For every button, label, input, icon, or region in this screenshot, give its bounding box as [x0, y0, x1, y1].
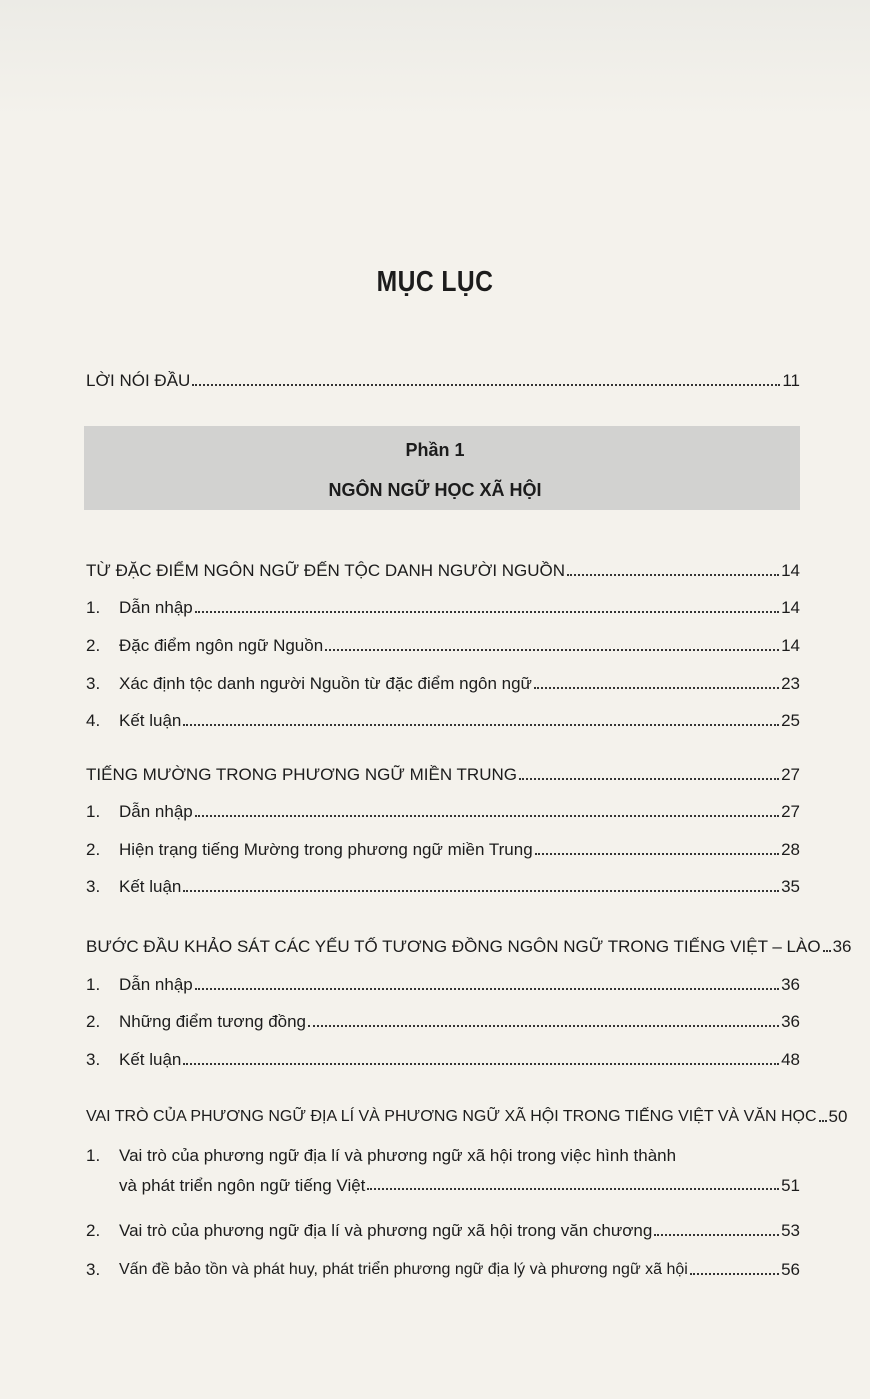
toc-heading-text: TIẾNG MƯỜNG TRONG PHƯƠNG NGỮ MIỀN TRUNG [86, 765, 517, 784]
toc-item[interactable] [86, 797, 800, 823]
page-background [0, 0, 870, 120]
toc-page-number: 50 [828, 1107, 848, 1126]
dot-leader [308, 1025, 779, 1027]
toc-page-number: 14 [781, 561, 800, 580]
dot-leader [535, 853, 779, 855]
toc-heading-text: VAI TRÒ CỦA PHƯƠNG NGỮ ĐỊA LÍ VÀ PHƯƠNG NGỮ XÃ HỘI TRONG TIẾNG VIỆT VÀ VĂN HỌC [86, 1108, 817, 1125]
page-title: MỤC LỤC [376, 266, 494, 298]
dot-leader [192, 384, 780, 386]
toc-item-text: Kết luận [119, 1050, 182, 1069]
dot-leader [183, 1063, 779, 1065]
toc-item-number: 2. [86, 636, 101, 655]
toc-item-number: 3. [86, 877, 101, 896]
toc-item-text-continued: và phát triển ngôn ngữ tiếng Việt [119, 1176, 366, 1195]
toc-item-text: Dẫn nhập [119, 598, 193, 617]
toc-page-number: 14 [781, 636, 800, 655]
dot-leader [567, 574, 779, 576]
toc-item-text: Vai trò của phương ngữ địa lí và phương ngữ xã hội trong văn chương [119, 1221, 653, 1240]
toc-item-text: Đặc điểm ngôn ngữ Nguồn [119, 636, 324, 655]
dot-leader [519, 778, 779, 780]
dot-leader [534, 687, 779, 689]
toc-page-number: 27 [781, 765, 800, 784]
toc-item[interactable] [86, 1140, 800, 1196]
part-title: NGÔN NGỮ HỌC XÃ HỘI [328, 480, 542, 500]
toc-heading-text: BƯỚC ĐẦU KHẢO SÁT CÁC YẾU TỐ TƯƠNG ĐỒNG NGÔN NGỮ TRONG TIẾNG VIỆT – LÀO [86, 937, 821, 956]
toc-item-number: 3. [86, 1260, 101, 1279]
toc-item-text: Dẫn nhập [119, 802, 193, 821]
toc-item-text: Vấn đề bảo tồn và phát huy, phát triển phương ngữ địa lý và phương ngữ xã hội [119, 1261, 688, 1278]
toc-page-number: 28 [781, 840, 800, 859]
toc-page-number: 23 [781, 674, 800, 693]
toc-item-number: 1. [86, 802, 101, 821]
toc-item-text: Kết luận [119, 711, 182, 730]
toc-page-number: 35 [781, 877, 800, 896]
toc-page-number: 36 [781, 1012, 800, 1031]
dot-leader [195, 815, 779, 817]
toc-item-number: 2. [86, 1012, 101, 1031]
toc-page-number: 48 [781, 1050, 800, 1069]
dot-leader [690, 1273, 779, 1275]
toc-page-number: 56 [781, 1260, 800, 1279]
toc-section-heading[interactable] [86, 932, 852, 958]
toc-item-number: 2. [86, 840, 101, 859]
toc-item-number: 1. [86, 975, 101, 994]
toc-page-number: 14 [781, 598, 800, 617]
toc-item-number: 1. [86, 598, 101, 617]
toc-item-number: 3. [86, 674, 101, 693]
toc-item[interactable] [86, 970, 800, 996]
toc-item[interactable] [86, 1045, 800, 1071]
dot-leader [195, 611, 779, 613]
toc-page-number: 27 [781, 802, 800, 821]
toc-item-number: 2. [86, 1221, 101, 1240]
toc-section-heading[interactable] [86, 556, 800, 582]
dot-leader [367, 1188, 779, 1190]
toc-item[interactable] [86, 593, 800, 619]
toc-item[interactable] [86, 835, 800, 861]
toc-item-text: Hiện trạng tiếng Mường trong phương ngữ miền Trung [119, 840, 533, 859]
toc-item[interactable] [86, 1007, 800, 1033]
toc-item-number: 3. [86, 1050, 101, 1069]
toc-section-heading[interactable] [86, 1102, 848, 1128]
toc-item-text: Kết luận [119, 877, 182, 896]
toc-page-number: 36 [781, 975, 800, 994]
toc-page-number: 25 [781, 711, 800, 730]
toc-page-number: 53 [781, 1221, 800, 1240]
dot-leader [819, 1120, 827, 1122]
dot-leader [183, 724, 779, 726]
toc-item[interactable] [86, 706, 800, 732]
toc-page-number: 36 [832, 937, 852, 956]
toc-entry-preface[interactable] [86, 366, 800, 392]
toc-item-number: 4. [86, 711, 101, 730]
toc-item[interactable] [86, 669, 800, 695]
dot-leader [654, 1234, 779, 1236]
toc-item-text: Những điểm tương đồng [119, 1012, 307, 1031]
toc-item[interactable] [86, 1216, 800, 1242]
toc-item-text: Dẫn nhập [119, 975, 193, 994]
toc-entry-text: LỜI NÓI ĐẦU [86, 371, 191, 390]
toc-item-number: 1. [86, 1146, 101, 1165]
toc-item[interactable] [86, 1255, 800, 1281]
dot-leader [823, 950, 831, 952]
toc-page-number: 51 [781, 1176, 800, 1195]
toc-item-text: Vai trò của phương ngữ địa lí và phương ngữ xã hội trong việc hình thành [119, 1146, 677, 1165]
dot-leader [325, 649, 779, 651]
toc-heading-text: TỪ ĐẶC ĐIỂM NGÔN NGỮ ĐẾN TỘC DANH NGƯỜI NGUỒN [86, 561, 566, 580]
dot-leader [183, 890, 779, 892]
toc-item[interactable] [86, 872, 800, 898]
toc-item-text: Xác định tộc danh người Nguồn từ đặc điểm ngôn ngữ [119, 674, 532, 693]
toc-page-number: 11 [782, 371, 800, 390]
toc-item[interactable] [86, 631, 800, 657]
part-label: Phần 1 [405, 440, 465, 460]
toc-section-heading[interactable] [86, 760, 800, 786]
dot-leader [195, 988, 779, 990]
